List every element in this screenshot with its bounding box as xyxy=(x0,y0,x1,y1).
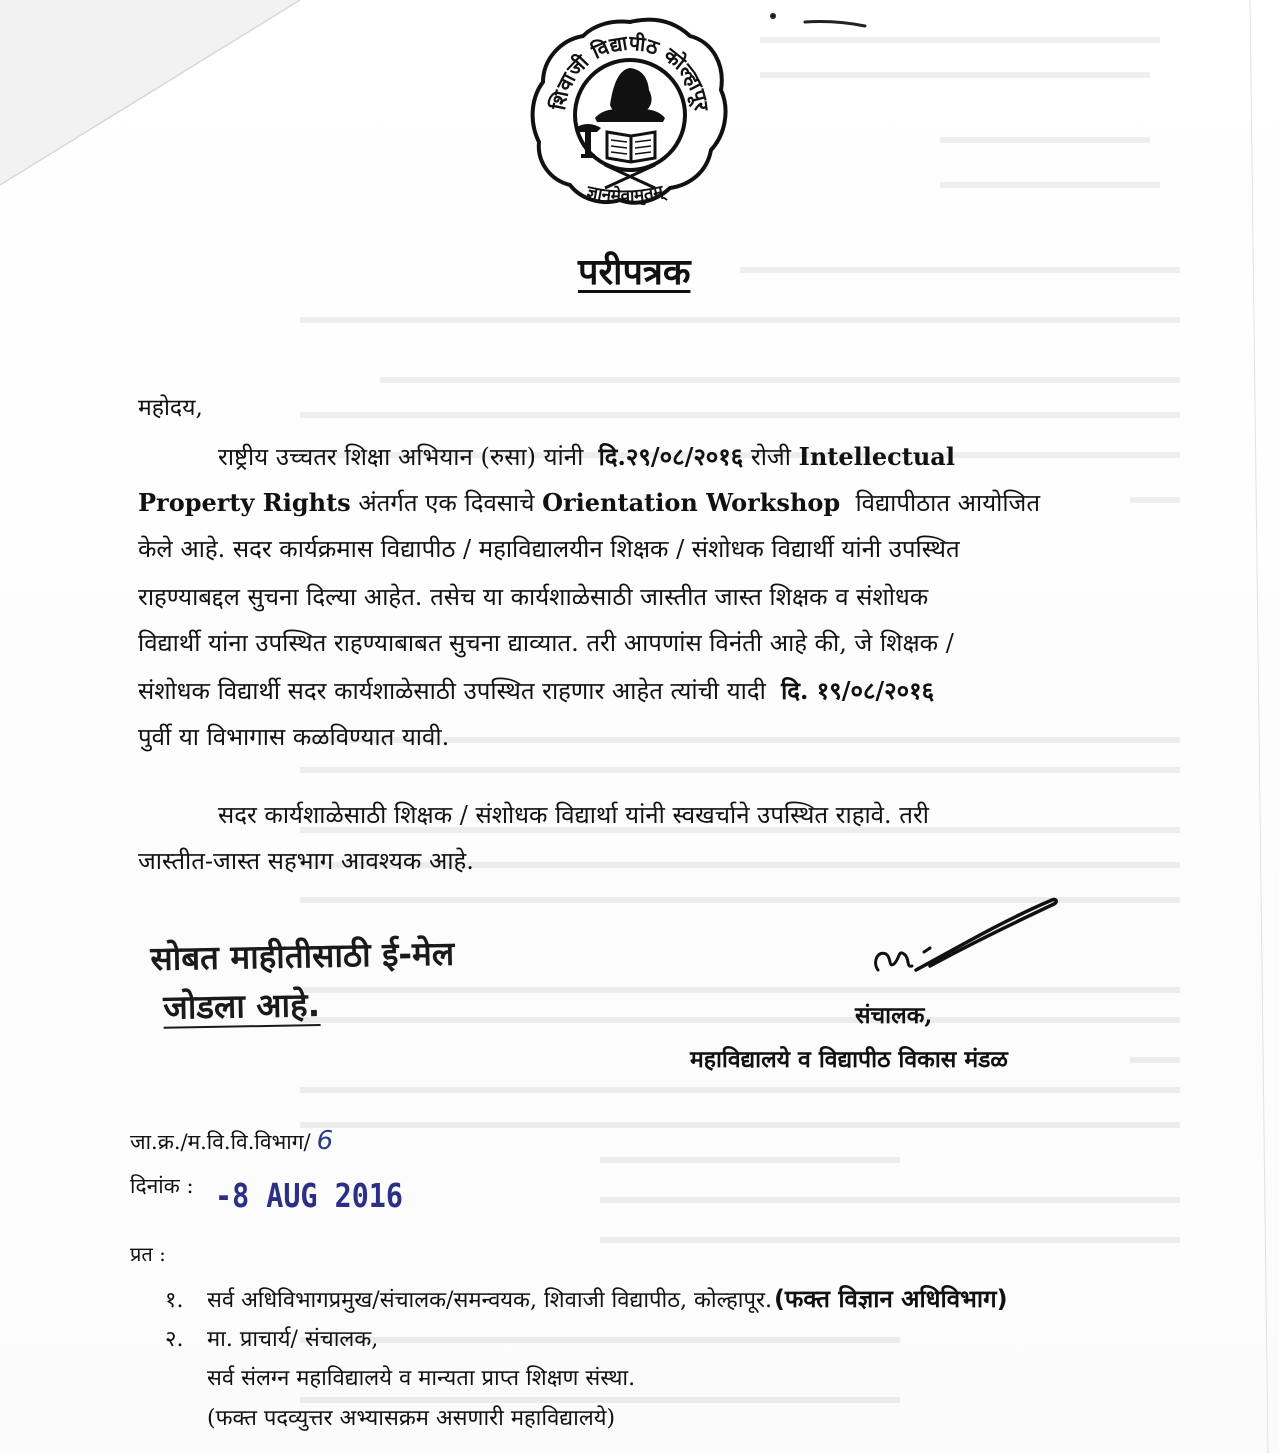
date-stamp: -8 AUG 2016 xyxy=(215,1176,403,1215)
copy-recipient-2-line-2: सर्व संलग्न महाविद्यालये व मान्यता प्राप्त शिक्षण संस्था. xyxy=(207,1366,636,1391)
para1-line-1: राष्ट्रीय उच्चतर शिक्षा अभियान (रुसा) यांनी दि.२९/०८/२०१६ रोजी Intellectual xyxy=(218,442,955,471)
copy-to-label: प्रत : xyxy=(130,1242,166,1266)
recipient-1-text: सर्व अधिविभागप्रमुख/संचालक/समन्वयक, शिवाजी विद्यापीठ, कोल्हापूर. xyxy=(207,1288,772,1313)
paragraph-main xyxy=(138,440,1138,770)
para1-line-7: पुर्वी या विभागास कळविण्यात यावी. xyxy=(138,723,450,751)
shivaji-university-kolhapur-logo xyxy=(525,10,735,215)
copy-recipient-2-line-3: (फक्त पदव्युत्तर अभ्यासक्रम असणारी महाविद्यालये) xyxy=(207,1406,616,1431)
para1-line-6: संशोधक विद्यार्थी सदर कार्यशाळेसाठी उपस्थित राहणार आहेत त्यांची यादी दि. १९/०८/२०१६ xyxy=(138,676,935,705)
handwritten-note xyxy=(150,930,455,1029)
reference-number xyxy=(130,1126,333,1156)
page-title: परीपत्रक xyxy=(578,251,691,293)
recipient-2-number: २. xyxy=(165,1327,184,1352)
copy-recipient-2 xyxy=(165,1323,378,1353)
signature xyxy=(870,892,1060,984)
para2-line-2: जास्तीत-जास्त सहभाग आवश्यक आहे. xyxy=(138,847,474,875)
para1-line-2: Property Rights अंतर्गत एक दिवसाचे Orientation Workshop विद्यापीठात आयोजित xyxy=(138,488,1041,517)
signatory-department: महाविद्यालये व विद्यापीठ विकास मंडळ xyxy=(690,1046,1008,1073)
signatory-designation: संचालक, xyxy=(855,1002,933,1029)
handwritten-note-line-2: जोडला आहे. xyxy=(162,985,321,1027)
para2-line-1: सदर कार्यशाळेसाठी शिक्षक / संशोधक विद्यार्था यांनी स्वखर्चाने उपस्थित राहावे. तरी xyxy=(218,801,929,829)
reference-label: जा.क्र./म.वि.वि.विभाग/ xyxy=(130,1130,311,1154)
para1-line-4: राहण्याबद्दल सुचना दिल्या आहेत. तसेच या कार्यशाळेसाठी जास्तीत जास्त शिक्षक व संशोधक xyxy=(138,583,929,611)
logo-arc-text: शिवाजी विद्यापीठ कोल्हापूर xyxy=(545,30,714,112)
para1-line-3: केले आहे. सदर कार्यक्रमास विद्यापीठ / महाविद्यालयीन शिक्षक / संशोधक विद्यार्थी यांनी उपस्थित xyxy=(138,535,960,563)
paragraph-secondary xyxy=(138,798,1138,878)
recipient-2-text: मा. प्राचार्य/ संचालक, xyxy=(207,1327,379,1352)
logo-motto: ज्ञानमेवामृतम् xyxy=(585,181,666,207)
para1-line-5: विद्यार्थी यांना उपस्थित राहण्याबाबत सुचना द्याव्यात. तरी आपणांस विनंती आहे की, जे शिक्षक / xyxy=(138,629,954,657)
copy-recipient-1 xyxy=(165,1282,1008,1315)
date-label: दिनांक : xyxy=(130,1174,194,1198)
pen-mark xyxy=(765,10,875,40)
reference-handwritten-number: 6 xyxy=(316,1126,334,1156)
recipient-1-handwritten-note: (फक्त विज्ञान अधिविभाग) xyxy=(773,1285,1008,1313)
handwritten-note-line-1: सोबत माहीतीसाठी ई-मेल xyxy=(150,933,455,978)
salutation: महोदय, xyxy=(138,395,203,421)
recipient-1-number: १. xyxy=(165,1288,184,1313)
